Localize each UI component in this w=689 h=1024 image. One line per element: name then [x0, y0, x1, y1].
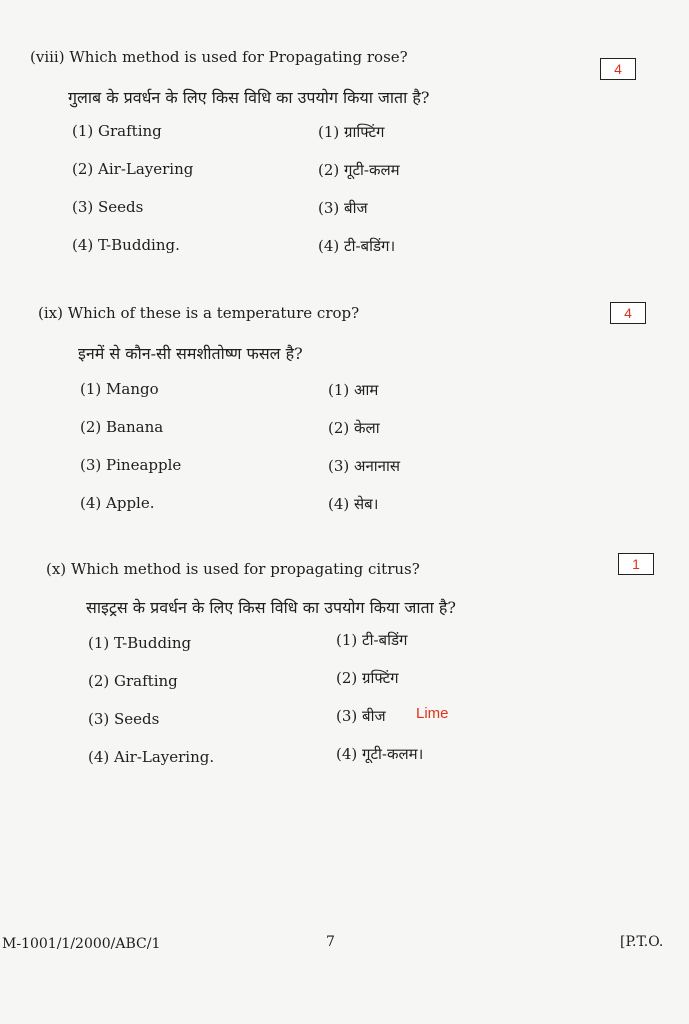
q10-option-2-hi: (2) ग्रफ्टिंग	[336, 669, 399, 687]
q8-option-3-hi: (3) बीज	[318, 199, 368, 217]
question-9-hindi: इनमें से कौन-सी समशीतोष्ण फसल है?	[78, 344, 303, 363]
q8-option-2-hi: (2) गूटी-कलम	[318, 161, 400, 179]
q10-option-1-hi: (1) टी-बडिंग	[336, 631, 408, 649]
paper-code: M-1001/1/2000/ABC/1	[2, 936, 161, 952]
q10-option-1-en: (1) T-Budding	[88, 634, 192, 652]
question-8-text	[30, 48, 408, 66]
question-10-hindi: साइट्रस के प्रवर्धन के लिए किस विधि का उपयोग किया जाता है?	[86, 598, 456, 617]
question-9-text	[38, 304, 359, 322]
question-8-number: (viii)	[30, 48, 65, 66]
q9-option-3-en: (3) Pineapple	[80, 456, 182, 474]
q9-option-1-hi: (1) आम	[328, 381, 379, 399]
question-8-english: Which method is used for Propagating rose?	[69, 48, 408, 66]
q9-option-3-hi: (3) अनानास	[328, 457, 401, 475]
answer-box-9: 4	[610, 302, 646, 324]
q8-option-2-en: (2) Air-Layering	[72, 160, 194, 178]
q8-option-1-hi: (1) ग्राफ्टिंग	[318, 123, 385, 141]
q9-option-2-hi: (2) केला	[328, 419, 380, 437]
answer-box-8: 4	[600, 58, 636, 80]
question-9-number: (ix)	[38, 304, 63, 322]
q10-option-3-hi: (3) बीज	[336, 707, 386, 725]
q10-option-4-hi: (4) गूटी-कलम।	[336, 745, 424, 763]
question-9-english: Which of these is a temperature crop?	[67, 304, 360, 322]
q10-option-3-en: (3) Seeds	[88, 710, 160, 728]
answer-box-10: 1	[618, 553, 654, 575]
handwritten-note: Lime	[416, 705, 449, 722]
q9-option-1-en: (1) Mango	[80, 380, 159, 398]
q9-option-4-hi: (4) सेब।	[328, 495, 379, 513]
q8-option-3-en: (3) Seeds	[72, 198, 144, 216]
question-10-text	[46, 560, 420, 578]
question-10-number: (x)	[46, 560, 67, 578]
question-10-english: Which method is used for propagating citrus?	[70, 560, 420, 578]
question-8-hindi: गुलाब के प्रवर्धन के लिए किस विधि का उपयोग किया जाता है?	[68, 88, 430, 107]
q9-option-2-en: (2) Banana	[80, 418, 164, 436]
q10-option-2-en: (2) Grafting	[88, 672, 178, 690]
q9-option-4-en: (4) Apple.	[80, 494, 155, 512]
page-number: 7	[326, 934, 335, 950]
q8-option-1-en: (1) Grafting	[72, 122, 162, 140]
pto-label: [P.T.O.	[620, 934, 664, 950]
q8-option-4-hi: (4) टी-बडिंग।	[318, 237, 396, 255]
q8-option-4-en: (4) T-Budding.	[72, 236, 180, 254]
q10-option-4-en: (4) Air-Layering.	[88, 748, 215, 766]
